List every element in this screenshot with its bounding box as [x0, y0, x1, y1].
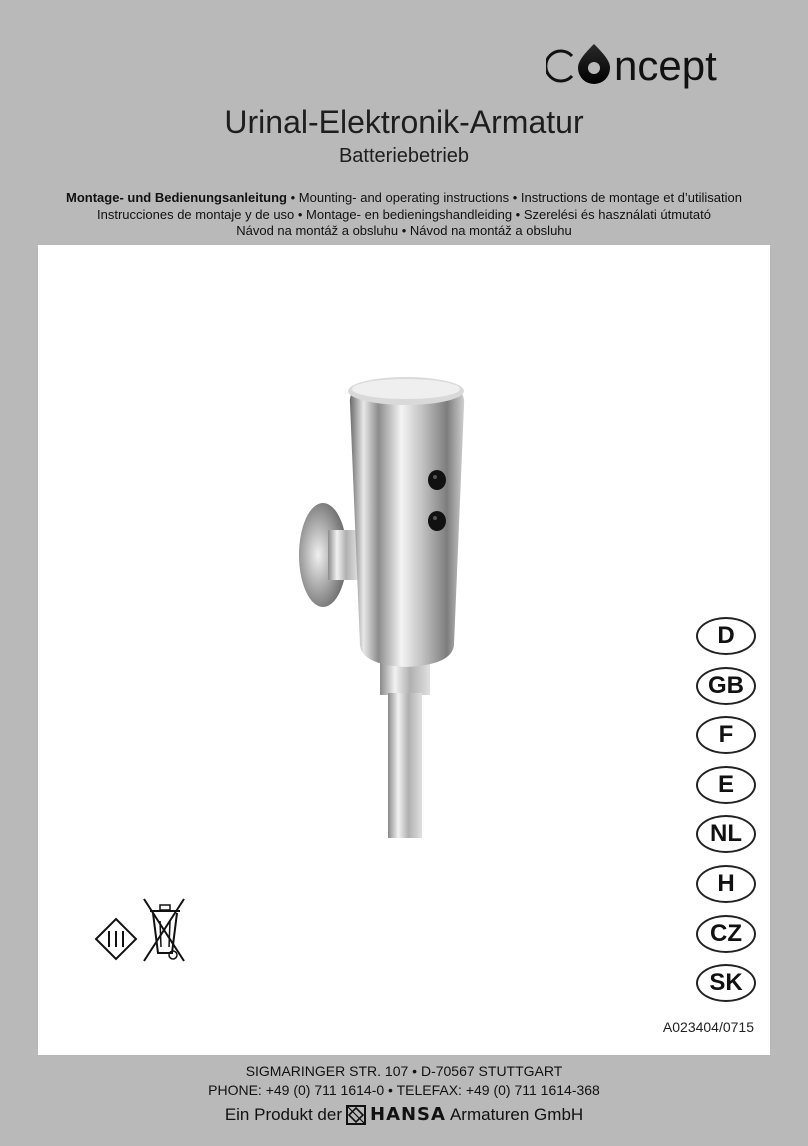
- instructions-line3: Návod na montáž a obsluhu • Návod na montáž a obsluhu: [236, 223, 572, 238]
- language-marker-sk: SK: [696, 964, 756, 1002]
- maker-brand: HANSA: [370, 1104, 446, 1125]
- language-list: [696, 617, 756, 1014]
- weee-crossed-bin-icon: [144, 899, 184, 961]
- instructions-title-de: Montage- und Bedienungsanleitung: [66, 190, 288, 205]
- language-marker-gb: GB: [696, 667, 756, 705]
- language-marker-nl: NL: [696, 815, 756, 853]
- language-marker-e: E: [696, 766, 756, 804]
- footer-phone: PHONE: +49 (0) 711 1614-0 • TELEFAX: +49 (0) 711 1614-368: [208, 1082, 600, 1098]
- footer-maker: [0, 1104, 808, 1125]
- maker-suffix: Armaturen GmbH: [449, 1104, 584, 1124]
- language-marker-h: H: [696, 865, 756, 903]
- hansa-logo-icon: [346, 1105, 366, 1125]
- instructions-languages: [0, 190, 808, 240]
- footer-address: SIGMARINGER STR. 107 • D-70567 STUTTGART: [245, 1063, 563, 1079]
- svg-text:ncept: ncept: [614, 42, 717, 89]
- document-subtitle: Batteriebetrieb: [338, 145, 470, 167]
- urinal-flush-valve-image: [288, 375, 518, 845]
- maker-prefix: Ein Produkt der: [224, 1104, 342, 1124]
- instructions-line1: • Mounting- and operating instructions • Instructions de montage et d’utilisation: [287, 190, 742, 205]
- language-marker-cz: CZ: [696, 915, 756, 953]
- document-title: Urinal-Elektronik-Armatur: [224, 104, 584, 140]
- language-marker-f: F: [696, 716, 756, 754]
- product-panel: [38, 245, 770, 1055]
- compliance-symbols: [94, 897, 194, 965]
- language-marker-d: D: [696, 617, 756, 655]
- concept-logo: [546, 22, 776, 92]
- document-number: A023404/0715: [662, 1019, 754, 1035]
- class-iii-insulation-icon: [96, 919, 136, 959]
- instructions-line2: Instrucciones de montaje y de uso • Montage- en bedieningshandleiding • Szerelési és használati útmutató: [97, 206, 711, 222]
